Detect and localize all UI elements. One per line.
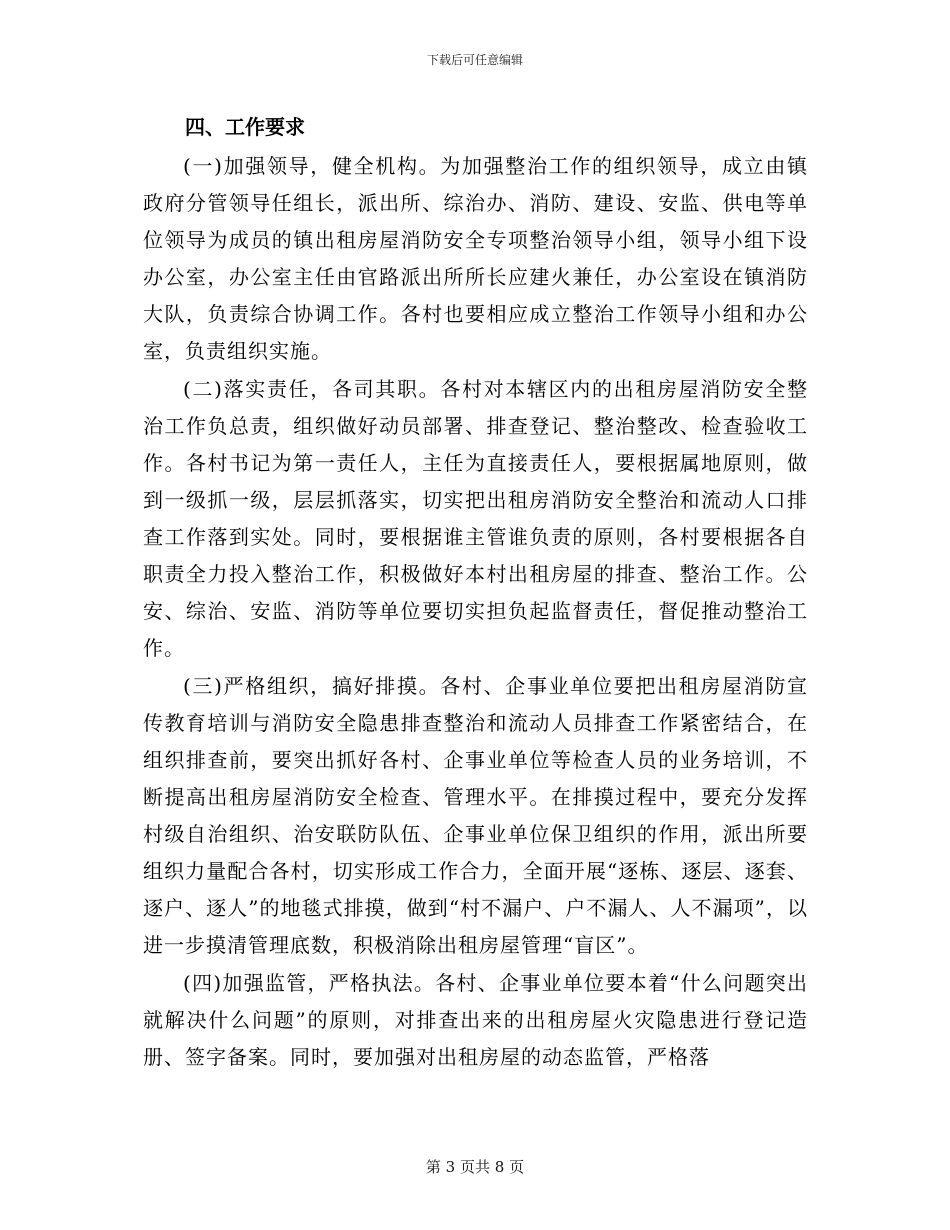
document-body: [143, 110, 808, 1076]
page-number-footer: 第 3 页共 8 页: [425, 1158, 525, 1176]
paragraph-3: (三)严格组织，搞好排摸。各村、企事业单位要把出租房屋消防宣传教育培训与消防安全隐患排查整治和流动人员排查工作紧密结合，在组织排查前，要突出抓好各村、企事业单位等检查人员的业务培训，不断提高出租房屋消防安全检查、管理水平。在排摸过程中，要充分发挥村级自治组织、治安联防队伍、企事业单位保卫组织的作用，派出所要组织力量配合各村，切实形成工作合力，全面开展“逐栋、逐层、逐套、逐户、逐人”的地毯式排摸，做到“村不漏户、户不漏人、人不漏项”，以进一步摸清管理底数，积极消除出租房屋管理“盲区”。: [143, 674, 808, 957]
page-header-note: 下载后可任意编辑: [426, 53, 523, 67]
paragraph-4: (四)加强监管，严格执法。各村、企事业单位要本着“什么问题突出就解决什么问题”的原则，对排查出来的出租房屋火灾隐患进行登记造册、签字备案。同时，要加强对出租房屋的动态监管，严格落: [143, 971, 808, 1069]
paragraph-1: (一)加强领导，健全机构。为加强整治工作的组织领导，成立由镇政府分管领导任组长，派出所、综治办、消防、建设、安监、供电等单位领导为成员的镇出租房屋消防安全专项整治领导小组，领导小组下设办公室，办公室主任由官路派出所所长应建火兼任，办公室设在镇消防大队，负责综合协调工作。各村也要相应成立整治工作领导小组和办公室，负责组织实施。: [143, 154, 808, 363]
paragraph-2: (二)落实责任，各司其职。各村对本辖区内的出租房屋消防安全整治工作负总责，组织做好动员部署、排查登记、整治整改、检查验收工作。各村书记为第一责任人，主任为直接责任人，要根据属地原则，做到一级抓一级，层层抓落实，切实把出租房消防安全整治和流动人口排查工作落到实处。同时，要根据谁主管谁负责的原则，各村要根据各自职责全力投入整治工作，积极做好本村出租房屋的排查、整治工作。公安、综治、安监、消防等单位要切实担负起监督责任，督促推动整治工作。: [143, 377, 808, 660]
section-heading: 四、工作要求: [185, 115, 305, 139]
